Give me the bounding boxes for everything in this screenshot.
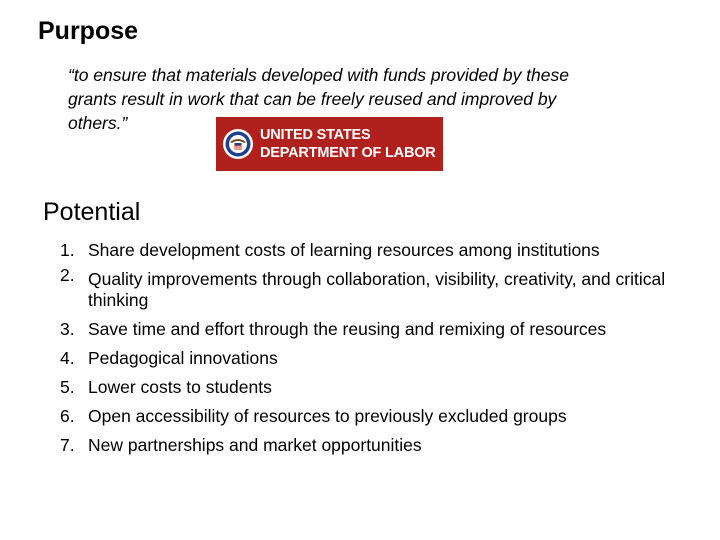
potential-list bbox=[60, 236, 710, 460]
list-item-text: New partnerships and market opportunities bbox=[88, 435, 422, 455]
quote-line-3: others.” bbox=[68, 113, 128, 133]
purpose-heading: Purpose bbox=[38, 17, 139, 45]
quote-line-1: “to ensure that materials developed with funds provided by these bbox=[68, 65, 569, 85]
potential-heading: Potential bbox=[43, 198, 141, 226]
list-item-text: Open accessibility of resources to previously excluded groups bbox=[88, 406, 567, 426]
quote-line-2: grants result in work that can be freely reused and improved by bbox=[68, 89, 557, 109]
list-item-number: 7. bbox=[60, 435, 75, 455]
list-item bbox=[60, 402, 710, 431]
list-item bbox=[60, 315, 710, 344]
list-item-text: Share development costs of learning resources among institutions bbox=[88, 240, 600, 260]
list-item-number: 5. bbox=[60, 377, 75, 397]
list-item-text: Save time and effort through the reusing and remixing of resources bbox=[88, 319, 607, 339]
list-item bbox=[60, 236, 710, 265]
list-item bbox=[60, 344, 710, 373]
list-item-number: 2. bbox=[60, 265, 75, 285]
logo-text-line1: UNITED STATES bbox=[260, 127, 371, 143]
list-item-text: Lower costs to students bbox=[88, 377, 272, 397]
department-of-labor-seal-icon bbox=[222, 128, 254, 160]
list-item-number: 3. bbox=[60, 319, 75, 339]
list-item-text: Pedagogical innovations bbox=[88, 348, 278, 368]
list-item-number: 4. bbox=[60, 348, 75, 368]
list-item-number: 1. bbox=[60, 240, 75, 260]
list-item bbox=[60, 431, 710, 460]
list-item bbox=[60, 265, 710, 315]
list-item-text: Quality improvements through collaboration, visibility, creativity, and critical thinking bbox=[88, 269, 666, 310]
logo-text-line2: DEPARTMENT OF LABOR bbox=[260, 145, 436, 161]
list-item-number: 6. bbox=[60, 406, 75, 426]
list-item bbox=[60, 373, 710, 402]
logo-text bbox=[260, 126, 436, 162]
department-of-labor-logo bbox=[216, 117, 443, 171]
